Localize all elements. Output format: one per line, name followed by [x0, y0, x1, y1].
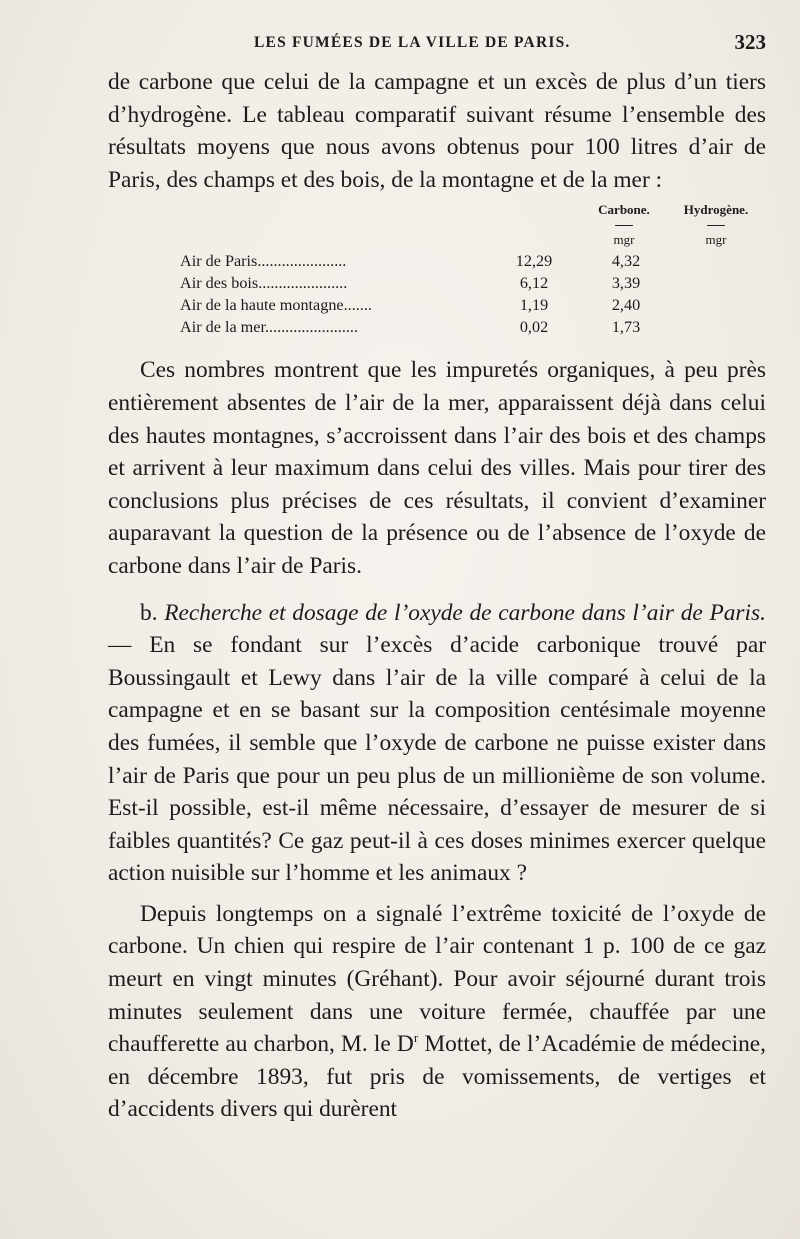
row-label: Air de la mer.......................: [180, 318, 359, 337]
table-row: [180, 252, 766, 274]
rule-carbone: [582, 222, 666, 232]
unit-hydrogene: mgr: [705, 232, 727, 248]
paragraph-section-b: [108, 597, 766, 890]
toxicity-text-start: Depuis longtemps on a signalé l’extrême toxicité de l’oxyde de carbone. Un chien qui respire de l’air contenant 1 p. 100 de ce gaz meurt en vingt minutes (Gréhant). Pour avoir séjourné durant trois minutes seulement dans une voiture fermée, chauffée par une chaufferette au charbon, M. le D: [108, 900, 766, 1058]
superscript-r: r: [413, 1030, 419, 1046]
table-header-rule: [108, 222, 766, 232]
row-label: Air des bois......................: [180, 274, 348, 293]
running-title: LES FUMÉES DE LA VILLE DE PARIS.: [254, 34, 571, 51]
section-heading: Recherche et dosage de l’oxyde de carbone dans l’air de Paris.: [164, 599, 766, 626]
row-label: Air de Paris......................: [180, 252, 347, 271]
value-carbone: 12,29: [515, 252, 553, 271]
value-hydrogene: 4,32: [611, 252, 641, 271]
running-header: [108, 30, 766, 60]
rule-hydrogene: [666, 222, 766, 232]
table-row: [180, 296, 766, 318]
value-hydrogene: 2,40: [611, 296, 641, 315]
table-row: [180, 274, 766, 296]
value-carbone: 1,19: [519, 296, 549, 315]
section-prefix: b.: [140, 599, 158, 626]
comparison-table: [108, 202, 766, 340]
value-hydrogene: 3,39: [611, 274, 641, 293]
toxicity-text-end: Mottet, de l’Académie de médecine, en décembre 1893, fut pris de vomissements, de vertiges et d’accidents divers qui durèrent: [108, 1031, 766, 1123]
table-row: [180, 318, 766, 340]
column-header-carbone: Carbone.: [598, 202, 650, 218]
table-header-row: [108, 202, 766, 222]
table-unit-row: [108, 232, 766, 252]
section-body: — En se fondant sur l’excès d’acide carbonique trouvé par Boussingault et Lewy dans l’air de la ville comparé à celui de la campagne et en se basant sur la composition centésimale moyenne des fumées, il semble que l’oxyde de carbone ne puisse exister dans l’air de Paris que pour un peu plus de un millionième de son volume. Est-il possible, est-il même nécessaire, d’essayer de mesurer de si faibles quantités? Ce gaz peut-il à ces doses minimes exercer quelque action nuisible sur l’homme et les animaux ?: [108, 632, 766, 887]
paragraph-intro: de carbone que celui de la campagne et un excès de plus d’un tiers d’hydrogène. Le tableau comparatif suivant résume l’ensemble des résultats moyens que nous avons obtenus pour 100 litres d’air de Paris, des champs et des bois, de la montagne et de la mer :: [108, 69, 766, 193]
value-carbone: 0,02: [519, 318, 549, 337]
row-label: Air de la haute montagne.......: [180, 296, 372, 315]
page-number: 323: [734, 30, 766, 54]
value-hydrogene: 1,73: [611, 318, 641, 337]
column-header-hydrogene: Hydrogène.: [683, 202, 749, 218]
unit-carbone: mgr: [613, 232, 635, 248]
paragraph-toxicity: [108, 898, 766, 1126]
value-carbone: 6,12: [519, 274, 549, 293]
paragraph-conclusion: Ces nombres montrent que les impuretés organiques, à peu près entièrement absentes de l’air de la mer, apparaissent déjà dans celui des hautes montagnes, s’accroissent dans l’air des bois et des champs et arrivent à leur maximum dans celui des villes. Mais pour tirer des conclusions plus précises de ces résultats, il convient d’examiner auparavant la question de la présence ou de l’absence de l’oxyde de carbone dans l’air de Paris.: [108, 357, 766, 579]
